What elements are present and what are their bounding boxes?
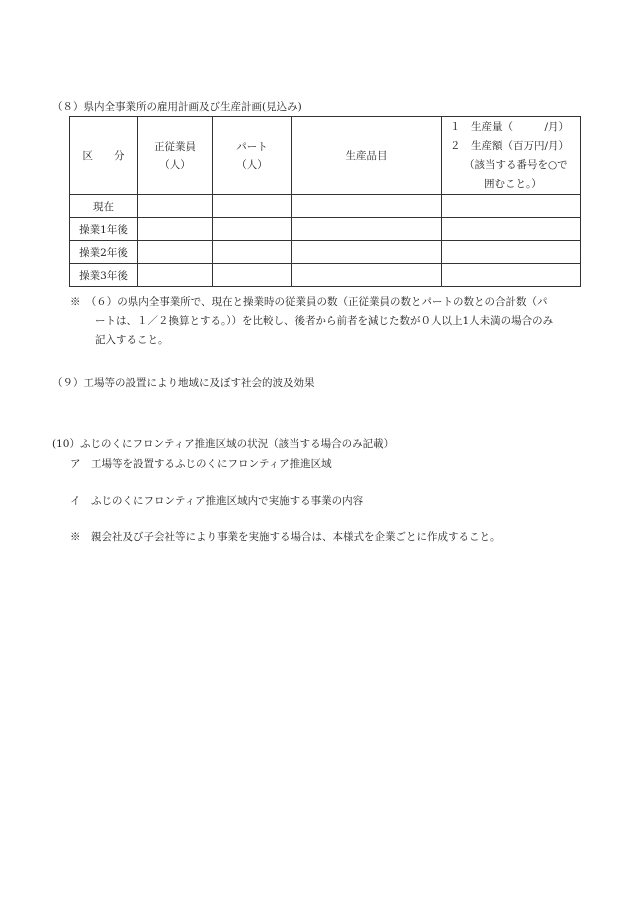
product-cell[interactable]: [292, 218, 442, 241]
header-part-time: パート （人）: [213, 117, 292, 195]
section-10-item-a: ア 工場等を設置するふじのくにフロンティア推進区域: [70, 458, 332, 470]
regular-employees-cell[interactable]: [138, 218, 213, 241]
header-product: 生産品目: [292, 117, 442, 195]
part-time-cell[interactable]: [213, 218, 292, 241]
product-cell[interactable]: [292, 241, 442, 264]
header-category: 区 分: [70, 117, 138, 195]
row-label: 操業2年後: [70, 241, 138, 264]
part-time-cell[interactable]: [213, 241, 292, 264]
product-cell[interactable]: [292, 195, 442, 218]
table-row: [70, 195, 581, 218]
regular-employees-cell[interactable]: [138, 195, 213, 218]
table-row: [70, 264, 581, 287]
note-line: ※ （６）の県内全事業所で、現在と操業時の従業員の数（正従業員の数とパートの数との合計数（パ: [70, 296, 548, 308]
row-label: 操業1年後: [70, 218, 138, 241]
employment-production-plan-table: [69, 116, 581, 287]
production-cell[interactable]: [442, 241, 581, 264]
section-10-item-i: イ ふじのくにフロンティア推進区域内で実施する事業の内容: [70, 495, 364, 507]
part-time-cell[interactable]: [213, 264, 292, 287]
row-label: 現在: [70, 195, 138, 218]
regular-employees-cell[interactable]: [138, 241, 213, 264]
production-cell[interactable]: [442, 264, 581, 287]
header-regular-employees: 正従業員 （人）: [138, 117, 213, 195]
regular-employees-cell[interactable]: [138, 264, 213, 287]
section-8-note: [70, 293, 588, 350]
production-cell[interactable]: [442, 218, 581, 241]
product-cell[interactable]: [292, 264, 442, 287]
row-label: 操業3年後: [70, 264, 138, 287]
table-header-row: [70, 117, 581, 195]
part-time-cell[interactable]: [213, 195, 292, 218]
production-cell[interactable]: [442, 195, 581, 218]
section-8-heading: （８）県内全事業所の雇用計画及び生産計画(見込み): [52, 101, 302, 113]
header-production-volume-value: １ 生産量（ /月） ２ 生産額（百万円/月） （該当する番号を○で 囲むこと。）: [442, 117, 581, 195]
note-line: ートは、１／２換算とする。））を比較し、後者から前者を減じた数が０人以上1人未満の場合のみ: [95, 315, 554, 327]
section-10-note: ※ 親会社及び子会社等により事業を実施する場合は、本様式を企業ごとに作成すること。: [70, 531, 501, 543]
note-line: 記入すること。: [95, 334, 169, 346]
table-row: [70, 241, 581, 264]
table-row: [70, 218, 581, 241]
section-10-heading: (10）ふじのくにフロンティア推進区域の状況（該当する場合のみ記載）: [52, 438, 395, 450]
section-9-heading: （９）工場等の設置により地域に及ぼす社会的波及効果: [52, 377, 315, 389]
